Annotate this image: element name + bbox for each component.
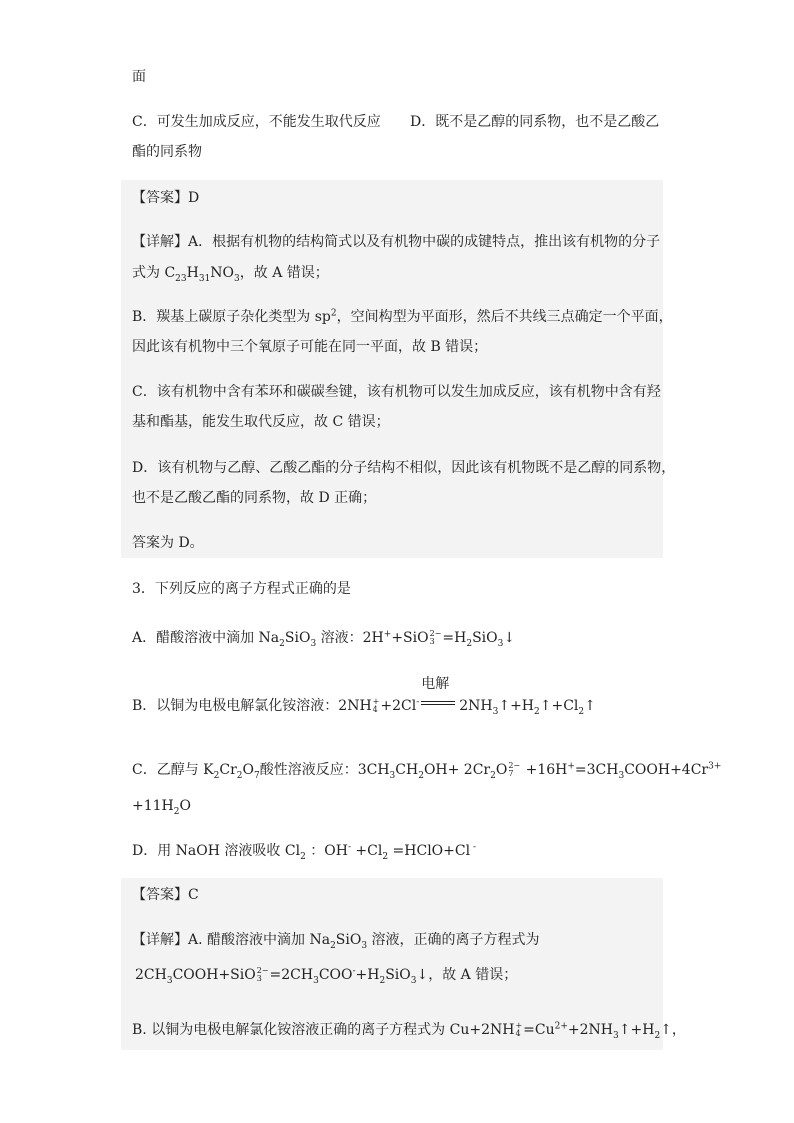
text: B. 以铜为电极电解氯化铵溶液正确的离子方程式为 Cu+2NH (132, 1022, 515, 1038)
text: ↑+Cl (539, 698, 579, 714)
text: ，空间构型为平面形，然后不共线三点确定一个平面， (336, 309, 673, 325)
text: +H (355, 967, 380, 983)
subscript: 2 (382, 851, 389, 862)
subscript: 2 (213, 770, 220, 781)
text: OH+ 2Cr (423, 762, 491, 778)
subscript: 3 (361, 940, 368, 951)
subscript: 2 (466, 638, 473, 649)
text: B．以铜为电极电解氯化铵溶液：2NH (132, 698, 372, 714)
text: C．乙醇与 K (132, 762, 214, 778)
superscript: - (347, 842, 351, 853)
superscript: 2+ (554, 1021, 568, 1032)
superscript: + (567, 761, 575, 772)
subscript: 2 (534, 706, 540, 717)
q3-stem: 3．下列反应的离子方程式正确的是 (132, 581, 351, 597)
text: +16H (521, 762, 568, 778)
text: 2CH (135, 967, 167, 983)
q2-detail-a-line1: 【详解】A．根据有机物的结构简式以及有机物中碳的成键特点，推出该有机物的分子 (132, 234, 661, 250)
q2-answer: 【答案】D (132, 190, 200, 206)
text: O (242, 762, 254, 778)
text: =H (442, 630, 467, 646)
text: A．醋酸溶液中滴加 Na (132, 630, 280, 646)
subscript: 31 (198, 273, 211, 284)
charge: 2− (508, 761, 521, 770)
subscript: 3 (618, 770, 625, 781)
ion-charge (430, 630, 442, 646)
subscript: 2 (279, 638, 285, 649)
subscript: 2 (236, 770, 243, 781)
text: ↑+H (618, 1022, 655, 1038)
q2-detail-a-line2 (132, 264, 329, 282)
q2-detail-c-line1: C．该有机物中含有苯环和碳碳叁键，该有机物可以发生加成反应，该有机物中含有羟 (132, 384, 661, 400)
subscript: 7 (508, 769, 514, 778)
ion-charge (373, 698, 380, 714)
subscript: 4 (515, 1029, 521, 1038)
text: COOH+4Cr (624, 762, 709, 778)
text: 【详解】A. 醋酸溶液中滴加 Na (132, 932, 331, 948)
q3-detail-a-line1 (132, 931, 540, 949)
ion-charge (508, 762, 520, 778)
arrow-line (421, 704, 455, 705)
superscript: - (352, 966, 356, 977)
text: SiO (472, 630, 498, 646)
q3-option-c-line2 (132, 797, 191, 815)
q3-option-a (132, 629, 515, 647)
subscript: 3 (497, 638, 504, 649)
subscript: 2 (330, 940, 336, 951)
charge: + (372, 697, 380, 706)
text: 溶液，正确的离子方程式为 (367, 932, 540, 948)
subscript: 2 (173, 806, 180, 817)
text: 酸性溶液反应：3CH (259, 762, 390, 778)
electrolysis-arrow (421, 676, 455, 713)
q2-conclusion: 答案为 D。 (132, 535, 204, 551)
text: ↓，故 A 错误； (416, 967, 518, 983)
subscript: 3 (166, 975, 173, 986)
text: SiO (335, 932, 362, 948)
text: COO (318, 967, 353, 983)
continuation-text: 面 (132, 69, 146, 85)
text: Cr (219, 762, 237, 778)
text: ↑+H (498, 698, 535, 714)
subscript: 4 (372, 705, 378, 714)
charge: 2− (256, 966, 269, 975)
subscript: 23 (175, 273, 187, 284)
text: O (495, 762, 508, 778)
text: COOH+SiO (172, 967, 256, 983)
text: SiO (385, 967, 411, 983)
q3-detail-b-line1 (132, 1021, 686, 1039)
subscript: 2 (490, 770, 496, 781)
q2-detail-b-line2: 因此该有机物中三个氧原子可能在同一平面，故 B 错误； (132, 339, 488, 355)
q2-option-d-line1: D．既不是乙醇的同系物，也不是乙酸乙 (410, 114, 660, 130)
text: 2NH (459, 698, 493, 714)
subscript: 2 (300, 851, 306, 862)
electrolysis-label: 电解 (421, 676, 450, 692)
q2-detail-d-line1: D．该有机物与乙醇、乙酸乙酯的分子结构不相似，因此该有机物既不是乙醇的同系物， (132, 460, 676, 476)
q3-option-b (132, 676, 596, 717)
text: =HClO+Cl (388, 843, 471, 859)
text: 式为 C (132, 265, 176, 281)
q2-option-c-text: C．可发生加成反应，不能发生取代反应 (132, 114, 381, 130)
text: =2CH (269, 967, 314, 983)
superscript: + (383, 629, 392, 640)
charge: + (515, 1021, 523, 1030)
text: ↑ (584, 698, 596, 714)
text: CH (395, 762, 419, 778)
text: =Cu (523, 1022, 555, 1038)
text: H (186, 265, 199, 281)
text: D．用 NaOH 溶液吸收 Cl (132, 843, 301, 859)
subscript: 7 (253, 770, 260, 781)
subscript: 2 (418, 770, 424, 781)
q2-detail-b-line1 (132, 308, 673, 326)
q2-detail-d-line2: 也不是乙酸乙酯的同系物，故 D 正确； (132, 490, 377, 506)
subscript: 2 (654, 1030, 661, 1041)
subscript: 3 (310, 638, 317, 649)
text: +11H (132, 798, 174, 814)
q2-detail-c-line2: 基和酯基，能发生取代反应，故 C 错误； (132, 414, 390, 430)
ion-charge (515, 1022, 522, 1038)
text: +2Cl (380, 698, 417, 714)
subscript: 2 (379, 975, 386, 986)
arrow-line (421, 701, 455, 702)
q3-detail-a-line2 (135, 966, 517, 984)
superscript: 3+ (708, 761, 722, 772)
text: B．羰基上碳原子杂化类型为 sp (132, 309, 331, 325)
superscript: - (470, 842, 476, 853)
subscript: 3 (389, 770, 396, 781)
text: 溶液：2H (316, 630, 384, 646)
q2-option-c (132, 113, 381, 131)
subscript: 3 (234, 273, 240, 284)
text: ↑， (660, 1022, 686, 1038)
subscript: 3 (256, 974, 262, 983)
subscript: 2 (578, 706, 585, 717)
text: +Cl (350, 843, 383, 859)
subscript: 3 (492, 706, 499, 717)
text: +2NH (567, 1022, 614, 1038)
q3-option-d (132, 842, 476, 860)
text: ↓ (503, 630, 516, 646)
text: NO (210, 265, 235, 281)
q3-option-c-line1 (132, 761, 721, 779)
text: ，故 A 错误； (239, 265, 329, 281)
ion-charge (257, 967, 269, 983)
subscript: 3 (613, 1030, 619, 1041)
text: O (179, 798, 191, 814)
subscript: 3 (313, 975, 319, 986)
q3-answer: 【答案】C (132, 887, 199, 903)
subscript: 3 (429, 637, 435, 646)
text: +SiO (391, 630, 429, 646)
q2-option-d-line2: 酯的同系物 (132, 144, 202, 160)
text: =3CH (574, 762, 619, 778)
superscript: 2 (330, 308, 337, 319)
text: SiO (284, 630, 311, 646)
charge: 2− (429, 629, 442, 638)
text: ：OH (305, 843, 348, 859)
subscript: 3 (410, 975, 417, 986)
superscript: - (416, 697, 420, 708)
